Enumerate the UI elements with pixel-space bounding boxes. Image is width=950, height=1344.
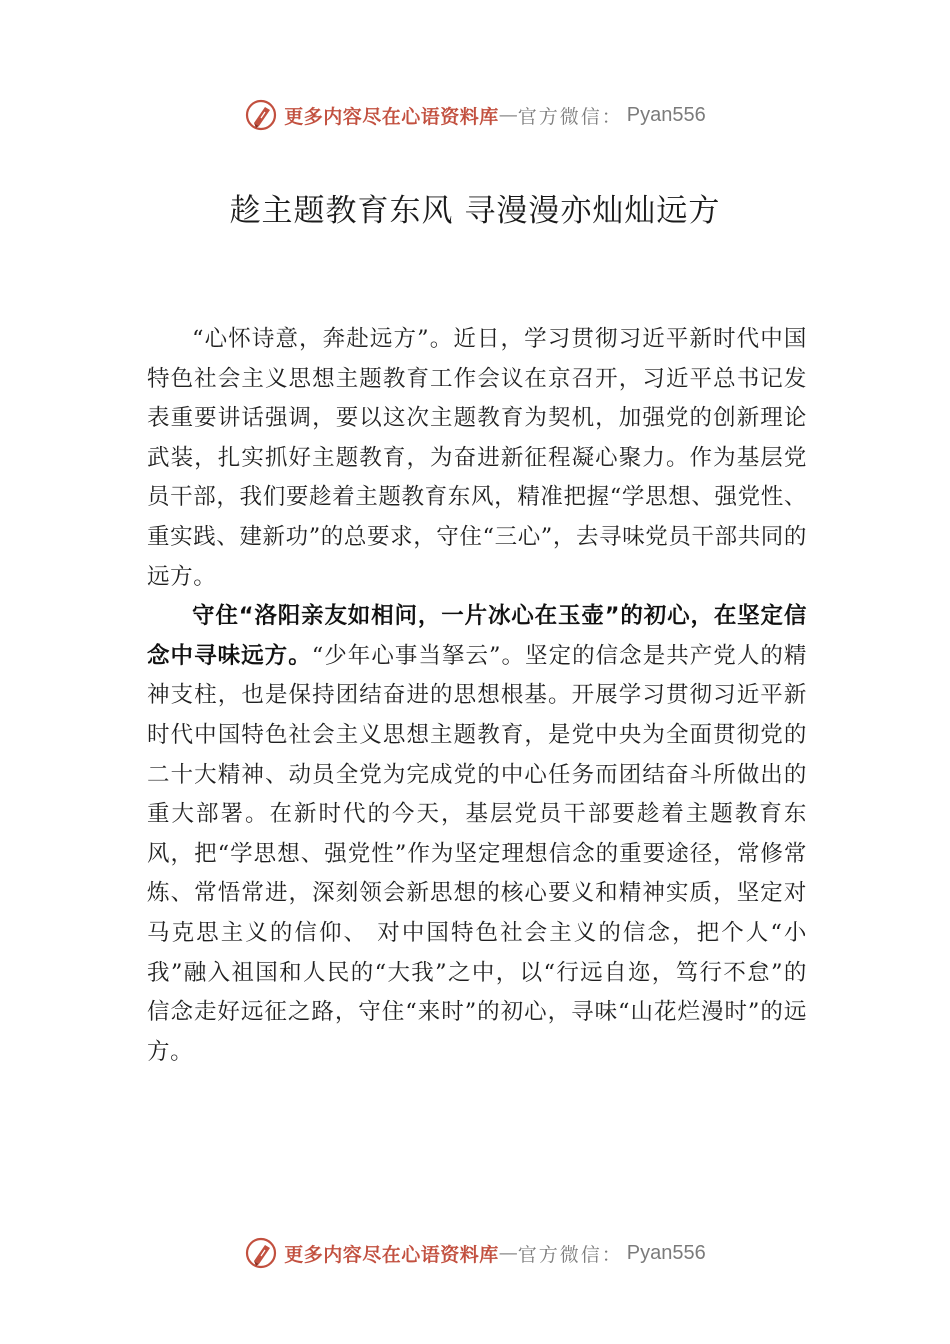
banner-label: 官方微信： (517, 1243, 623, 1266)
document-body (147, 320, 807, 1072)
pen-nib-icon (244, 1236, 278, 1270)
banner-dash: — (498, 104, 518, 126)
paragraph-2-body: “少年心事当拏云”。坚定的信念是共产党人的精神支柱，也是保持团结奋进的思想根基。开展学习贯彻习近平新时代中国特色社会主义思想主题教育，是党中央为全面贯彻党的二十大精神、动员全党为完成党的中心任务而团结奋斗所做出的重大部署。在新时代的今天，基层党员干部要趁着主题教育东风，把“学思想、强党性”作为坚定理想信念的重要途径，常修常炼、常悟常进，深刻领会新思想的核心要义和精神实质，坚定对马克思主义的信仰、 对中国特色社会主义的信念，把个人“小我”融入祖国和人民的“大我”之中，以“行远自迩，笃行不怠”的信念走好远征之路，守住“来时”的初心，寻味“山花烂漫时”的远方。 (147, 642, 807, 1065)
document-title: 趁主题教育东风 寻漫漫亦灿灿远方 (229, 193, 721, 229)
banner-wechat-id: Pyan556 (626, 103, 706, 126)
banner-wechat-id: Pyan556 (626, 1241, 706, 1264)
paragraph-2 (147, 597, 807, 1072)
banner-dash: — (498, 1242, 518, 1264)
banner-label: 官方微信： (517, 105, 623, 128)
paragraph-2-lead: 守住“洛阳亲友如相问，一片冰心在玉壶”的初心，在坚定信念中寻味远方。 (147, 603, 807, 669)
paragraph-1: “心怀诗意，奔赴远方”。近日，学习贯彻习近平新时代中国特色社会主义思想主题教育工作会议在京召开，习近平总书记发表重要讲话强调，要以这次主题教育为契机，加强党的创新理论武装，扎实抓好主题教育，为奋进新征程凝心聚力。作为基层党员干部，我们要趁着主题教育东风，精准把握“学思想、强党性、重实践、建新功”的总要求，守住“三心”，去寻味党员干部共同的远方。 (147, 326, 808, 590)
pen-nib-icon (244, 98, 278, 132)
header-banner (0, 95, 950, 135)
banner-main-text: 更多内容尽在心语资料库 (284, 105, 499, 128)
footer-banner (0, 1233, 950, 1273)
banner-main-text: 更多内容尽在心语资料库 (284, 1243, 499, 1266)
